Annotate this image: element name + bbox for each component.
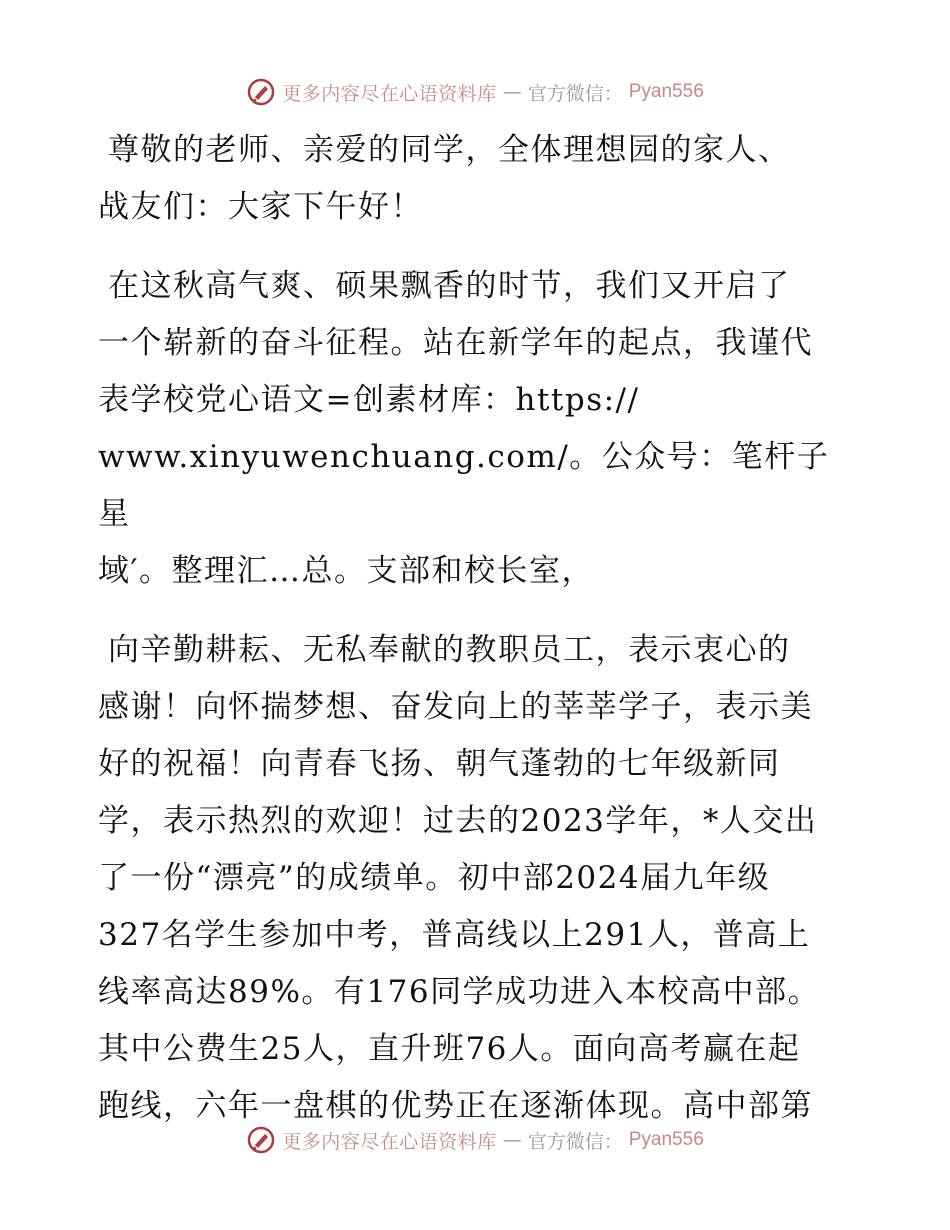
page-footer bbox=[0, 1120, 950, 1160]
watermark-banner bbox=[246, 1125, 704, 1155]
wechat-handle: Pyan556 bbox=[628, 81, 704, 102]
separator: — bbox=[502, 81, 522, 103]
pen-logo-icon bbox=[246, 77, 276, 107]
site-name: 更多内容尽在心语资料库 bbox=[282, 1130, 497, 1153]
wechat-handle: Pyan556 bbox=[628, 1129, 704, 1150]
pen-logo-icon bbox=[246, 1125, 276, 1155]
separator: — bbox=[502, 1129, 522, 1151]
watermark-banner bbox=[246, 77, 704, 107]
site-name: 更多内容尽在心语资料库 bbox=[282, 82, 497, 105]
paragraph-opening: 在这秋高气爽、硕果飘香的时节，我们又开启了 一个崭新的奋斗征程。站在新学年的起点，我谨代 表学校党心语文=创素材库：https:// www.xinyuwenchuang.com/。公众号：笔杆子星 域′。整理汇…总。支部和校长室， bbox=[98, 268, 830, 589]
paragraph-greeting: 尊敬的老师、亲爱的同学，全体理想园的家人、 战友们：大家下午好！ bbox=[98, 132, 791, 225]
paragraph-achievements: 向辛勤耕耘、无私奉献的教职员工，表示衷心的 感谢！向怀揣梦想、奋发向上的莘莘学子，表示美 好的祝福！向青春飞扬、朝气蓬勃的七年级新同 学，表示热烈的欢迎！过去的2023学年，*人交出 了一份“漂亮”的成绩单。初中部2024届九年级 327名学生参加中考，普高线以上291人，普高上 线率高达89%。有176同学成功进入本校高中部。 其中公费生25人，直升班76人。面向高考赢在起 跑线，六年一盘棋的优势正在逐渐体现。高中部第 bbox=[98, 632, 821, 1124]
official-label: 官方微信： bbox=[527, 82, 623, 105]
document-body bbox=[98, 122, 858, 1135]
official-label: 官方微信： bbox=[527, 1130, 623, 1153]
page-header bbox=[0, 72, 950, 112]
